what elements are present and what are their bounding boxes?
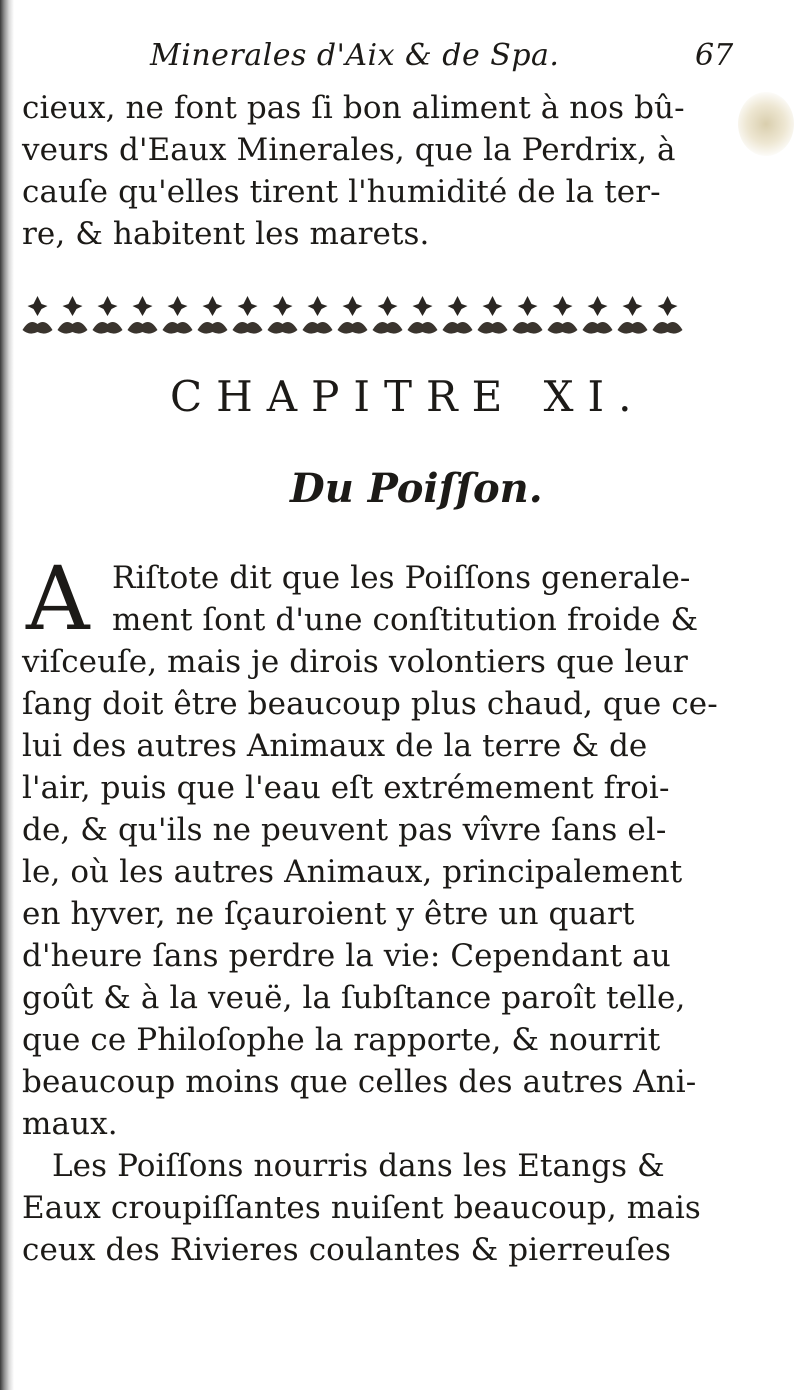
fleuron-icon (478, 296, 508, 334)
fleuron-icon (198, 296, 228, 334)
text-line: cauſe qu'elles tirent l'humidité de la ter- (22, 174, 661, 210)
paper-stain (738, 92, 794, 156)
text-line: Eaux croupiſſantes nuiſent beaucoup, mais (22, 1190, 701, 1226)
text-line: ment ſont d'une conſtitution froide & (112, 602, 699, 638)
fleuron-icon (338, 296, 368, 334)
text-line: en hyver, ne ſçauroient y être un quart (22, 896, 635, 932)
fleuron-icon (93, 296, 123, 334)
fleuron-icon (373, 296, 403, 334)
chapter-subtitle: Du Poiſſon. (290, 465, 543, 512)
fleuron-icon (548, 296, 578, 334)
fleuron-icon (408, 296, 438, 334)
chapter-heading: CHAPITRE XI. (170, 372, 646, 421)
fleuron-icon (583, 296, 613, 334)
text-line: lui des autres Animaux de la terre & de (22, 728, 648, 764)
fleuron-icon (128, 296, 158, 334)
running-head-title: Minerales d'Aix & de Spa. (150, 38, 560, 73)
text-line: de, & qu'ils ne peuvent pas vîvre ſans el- (22, 812, 667, 848)
text-line: viſceuſe, mais je dirois volontiers que leur (22, 644, 688, 680)
fleuron-icon (443, 296, 473, 334)
fleuron-icon (653, 296, 683, 334)
text-line: veurs d'Eaux Minerales, que la Perdrix, à (22, 132, 676, 168)
text-line: d'heure ſans perdre la vie: Cependant au (22, 938, 671, 974)
page-number: 67 (695, 38, 734, 73)
running-head (0, 38, 800, 78)
fleuron-icon (268, 296, 298, 334)
text-line: maux. (22, 1106, 118, 1142)
text-line: Les Poiſſons nourris dans les Etangs & (52, 1148, 665, 1184)
text-line: ſang doit être beaucoup plus chaud, que ce- (22, 686, 718, 722)
fleuron-icon (303, 296, 333, 334)
drop-cap: A (26, 547, 90, 650)
text-line: l'air, puis que l'eau eſt extrémement froi- (22, 770, 670, 806)
text-line: Riſtote dit que les Poiſſons generale- (112, 560, 691, 596)
fleuron-icon (58, 296, 88, 334)
fleuron-icon (513, 296, 543, 334)
fleuron-border-icon (20, 292, 685, 340)
text-line: goût & à la veuë, la ſubſtance paroît telle, (22, 980, 686, 1016)
fleuron-icon (23, 296, 53, 334)
text-line: que ce Philoſophe la rapporte, & nourrit (22, 1022, 661, 1058)
text-line: re, & habitent les marets. (22, 216, 430, 252)
fleuron-icon (233, 296, 263, 334)
text-line: cieux, ne font pas ſi bon aliment à nos bû- (22, 90, 685, 126)
text-line: le, où les autres Animaux, principalement (22, 854, 683, 890)
text-line: ceux des Rivieres coulantes & pierreuſes (22, 1232, 672, 1268)
fleuron-icon (618, 296, 648, 334)
binding-gutter (0, 0, 14, 1390)
text-line: beaucoup moins que celles des autres Ani- (22, 1064, 697, 1100)
fleuron-icon (163, 296, 193, 334)
